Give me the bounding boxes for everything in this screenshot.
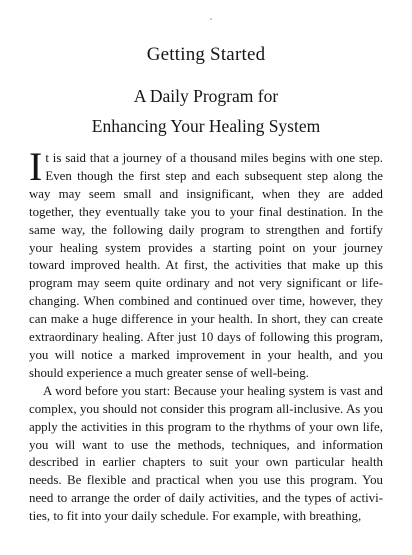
drop-cap: I xyxy=(29,144,43,189)
chapter-subtitle-line-1: A Daily Program for xyxy=(133,86,279,106)
chapter-subtitle-line-2: Enhancing Your Healing System xyxy=(91,116,321,136)
paragraph-2 xyxy=(29,383,383,526)
paragraph-1-text: t is said that a journey of a thousand miles begins with one step. Even though the first step and each subsequent step along the way may seem small and insignificant, when they are added together, they eventually take you to your final destination. In the same way, the following daily program to strengthen and fortify your healing system provides a starting point on your journey toward improved health. At first, the activities that make up this program may seem quite ordinary and not very significant or life-changing. When combined and continued over time, however, they can make a huge difference in your health. In short, they can create extraordinary healing. After just 10 days of following this program, you will notice a marked improvement in your health, and you should experience a much greater sense of well-being. xyxy=(29,151,383,380)
page-speck xyxy=(210,18,212,20)
paragraph-2-text: A word before you start: Because your healing system is vast and complex, you should not consider this program all-inclusive. As you apply the activities in this program to the rhythms of your own life, you will want to use the methods, techniques, and information described in earlier chapters to suit your own particular health needs. Be flexible and practical when you use this program. You need to arrange the order of daily activities, and the types of activities, to fit into your daily schedule. For example, with breathing, xyxy=(29,383,383,524)
body-text xyxy=(29,144,383,526)
chapter-title: Getting Started xyxy=(146,44,266,65)
paragraph-1 xyxy=(29,144,383,383)
